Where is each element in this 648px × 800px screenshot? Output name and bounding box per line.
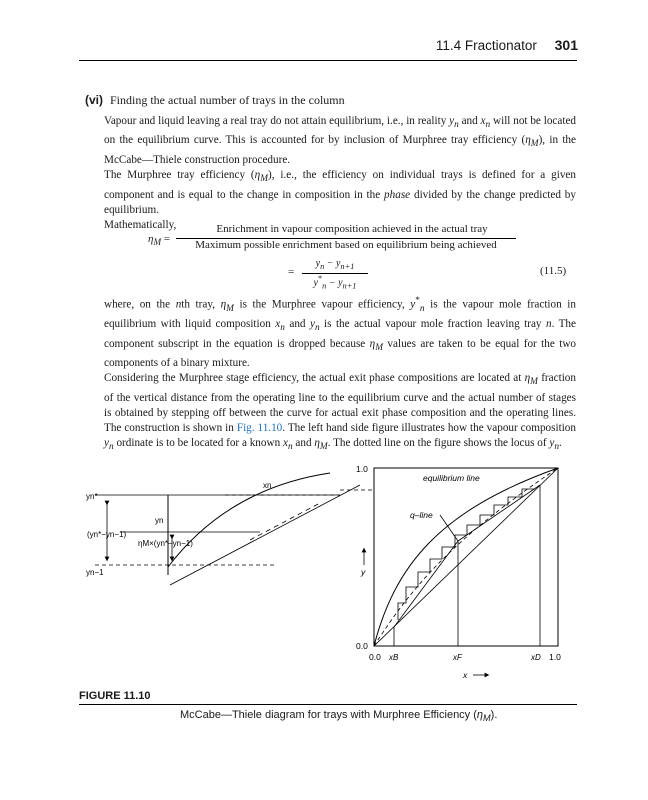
locus-dotted xyxy=(250,503,320,540)
paragraph-4: where, on the nth tray, $\eta_M$ is the Murphree vapour efficiency, $y^*_n$ is the vapour mole fraction in equilibrium with liquid composition $x_n$ and $y_n$ is the actual vapour mole fraction leaving tray n. The component subscript in the equation is dropped because $\eta_M$ values are taken to be equal for the two components of a binary mixture. xyxy=(104,296,576,370)
eq2-numerator: $y_n - y_{n+1}$ xyxy=(315,258,355,271)
x-origin-label: 0.0 xyxy=(369,652,381,662)
figure-link[interactable]: Fig. 11.10 xyxy=(236,422,283,435)
left-figure xyxy=(86,473,360,585)
y-bottom-label: 0.0 xyxy=(356,641,368,651)
eq-numerator: Enrichment in vapour composition achieved in the actual tray xyxy=(216,223,488,235)
label-yn-minus-1: yn−1 xyxy=(86,568,104,577)
paragraph-3: Mathematically, xyxy=(104,218,177,231)
subsection-title: Finding the actual number of trays in the column xyxy=(110,93,345,107)
y-top-label: 1.0 xyxy=(356,464,368,474)
diagonal-line xyxy=(374,468,558,646)
eq-lhs: $\eta_M$ = xyxy=(148,233,171,248)
operating-line-segment xyxy=(170,485,360,585)
figure-caption: McCabe—Thiele diagram for trays with Murphree Efficiency $(\eta_M)$. xyxy=(180,709,498,724)
label-yn-star: yn* xyxy=(86,492,98,501)
y-axis-label: y xyxy=(361,567,366,577)
subsection-heading xyxy=(85,93,345,108)
body-paragraphs xyxy=(104,294,576,456)
xD-label: xD xyxy=(531,653,541,662)
figure-rule xyxy=(79,704,577,705)
figure-label: FIGURE 11.10 xyxy=(79,690,151,702)
xB-label: xB xyxy=(389,653,399,662)
label-yn: yn xyxy=(155,516,164,525)
q-line-label: q–line xyxy=(410,510,433,520)
paragraph-5: Considering the Murphree stage efficiency, the actual exit phase compositions are located at $\eta_M$ fraction of the vertical distance from the operating line to the equilibrium curve and the actual number of stages is obtained by stepping off between the curve for actual exit phase composition and the operating lines. The construction is shown in Fig. 11.10. The left hand side figure illustrates how the vapour composition $y_n$ ordinate is to be located for a known $x_n$ and $\eta_M$. The dotted line on the figure shows the locus of $y_n$. xyxy=(104,372,576,453)
equation-11-5: $\eta_M$ = Enrichment in vapour composition achieved in the actual tray Maximum possible enrichment based on equilibrium being achieved = $y_n - y_{n+1}$ $y^*_n - y_{n+1}$ (11.5) xyxy=(148,223,567,291)
eq-denominator: Maximum possible enrichment based on equilibrium being achieved xyxy=(195,239,497,251)
right-figure xyxy=(340,464,561,680)
label-xn: xn xyxy=(263,481,272,490)
section-title: 11.4 Fractionator xyxy=(435,38,537,53)
subsection-marker: (vi) xyxy=(85,93,103,107)
eq2-denominator: $y^*_n - y_{n+1}$ xyxy=(313,274,357,291)
running-header xyxy=(436,37,578,53)
stripping-operating-line xyxy=(394,541,458,627)
page-number: 301 xyxy=(554,37,578,53)
intro-paragraphs xyxy=(104,114,576,233)
label-eta-times: ηM×(yn*−yn−1) xyxy=(138,539,193,548)
equation-number: (11.5) xyxy=(540,265,567,277)
xF-label: xF xyxy=(453,653,462,662)
x-axis-label: x xyxy=(463,670,468,680)
equilibrium-line-label: equilibrium line xyxy=(423,473,480,483)
x-one-label: 1.0 xyxy=(549,652,561,662)
equilibrium-curve-segment xyxy=(168,473,330,567)
paragraph-2: The Murphree tray efficiency $(\eta_M)$, i.e., the efficiency on individual trays is defined for a given component and is equal to the change in composition in the phase divided by the change predicted by equilibrium. xyxy=(104,169,576,216)
header-rule xyxy=(79,60,577,61)
label-diff: (yn*−yn−1) xyxy=(87,530,127,539)
figure-11-10 xyxy=(0,455,648,690)
paragraph-1: Vapour and liquid leaving a real tray do not attain equilibrium, i.e., in reality $y_n$ and $x_n$ will not be located on the equilibrium curve. This is accounted for by inclusion of Murphree tray efficiency $(\eta_M)$, in the McCabe—Thiele construction procedure. xyxy=(104,115,577,166)
